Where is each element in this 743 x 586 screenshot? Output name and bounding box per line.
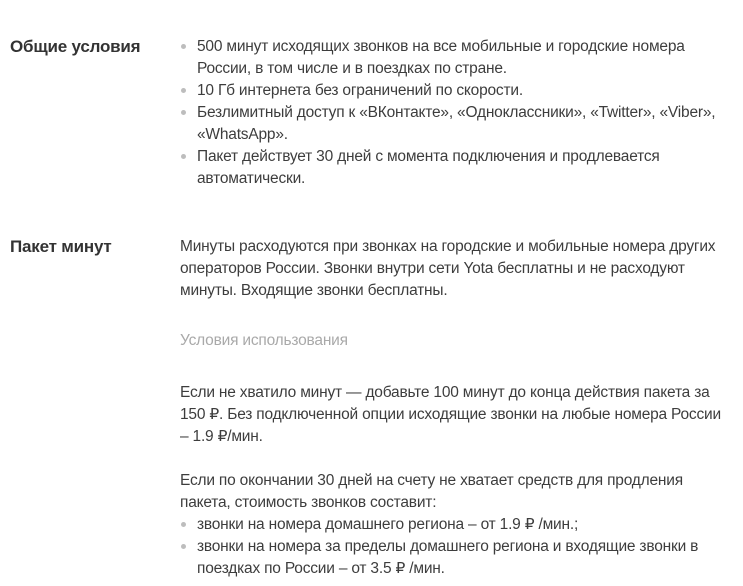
add-minutes-paragraph: Если не хватило минут — добавьте 100 минут до конца действия пакета за 150 ₽. Без подключенной опции исходящие звонки на любые номера России – 1.9 ₽/мин.	[180, 384, 721, 445]
section-minutes-package	[0, 236, 743, 580]
renewal-intro-paragraph: Если по окончании 30 дней на счету не хватает средств для продления пакета, стоимость звонков составит:	[180, 472, 683, 511]
renewal-prices-list	[180, 514, 728, 580]
section-general-content	[180, 36, 728, 190]
usage-conditions-subtitle: Условия использования	[180, 332, 348, 349]
list-item: звонки на номера домашнего региона – от 1.9 ₽ /мин.;	[180, 514, 728, 536]
section-title-general: Общие условия	[10, 37, 141, 56]
section-title-minutes: Пакет минут	[10, 237, 112, 256]
section-minutes-content	[180, 236, 728, 580]
list-item: 500 минут исходящих звонков на все мобильные и городские номера России, в том числе и в поездках по стране.	[180, 36, 728, 80]
general-conditions-list	[180, 36, 728, 190]
list-item: звонки на номера за пределы домашнего региона и входящие звонки в поездках по России – от 3.5 ₽ /мин.	[180, 536, 728, 580]
list-item: Пакет действует 30 дней с момента подключения и продлевается автоматически.	[180, 146, 728, 190]
minutes-intro-paragraph: Минуты расходуются при звонках на городские и мобильные номера других операторов России. Звонки внутри сети Yota бесплатны и не расходуют минуты. Входящие звонки бесплатны.	[180, 238, 716, 299]
list-item: Безлимитный доступ к «ВКонтакте», «Одноклассники», «Twitter», «Viber», «WhatsApp».	[180, 102, 728, 146]
section-general-conditions	[0, 36, 743, 190]
list-item: 10 Гб интернета без ограничений по скорости.	[180, 80, 728, 102]
